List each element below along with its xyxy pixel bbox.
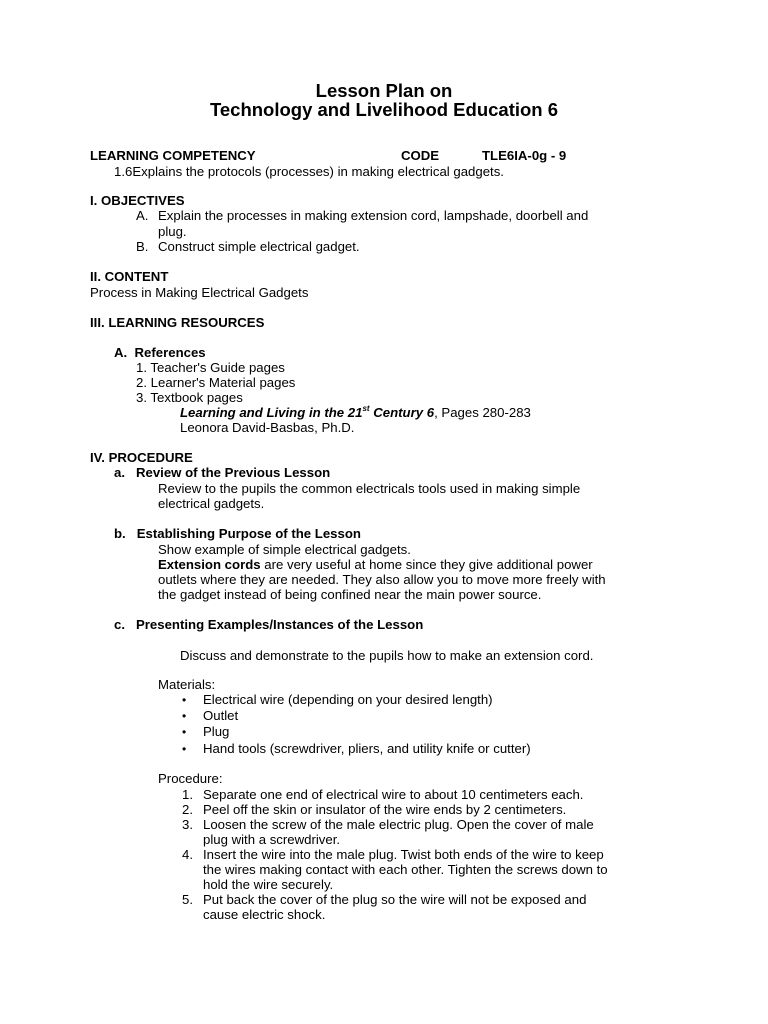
step-number: 5. bbox=[182, 892, 193, 907]
section-c-heading: c. Presenting Examples/Instances of the Lesson bbox=[114, 617, 424, 632]
title-line-1: Lesson Plan on bbox=[315, 80, 453, 101]
section-a-heading: a. Review of the Previous Lesson bbox=[114, 465, 331, 480]
competency-item-number: 1.6 bbox=[114, 164, 133, 179]
reference-item-2: 2. Learner's Material pages bbox=[136, 375, 296, 390]
objective-a-marker: A. bbox=[136, 208, 149, 223]
code-label: CODE bbox=[401, 148, 440, 163]
section-b-heading: b. Establishing Purpose of the Lesson bbox=[114, 526, 361, 541]
content-heading: II. CONTENT bbox=[90, 269, 169, 284]
objective-b-marker: B. bbox=[136, 239, 149, 254]
bullet-icon: • bbox=[182, 709, 187, 723]
step-number: 4. bbox=[182, 847, 193, 862]
materials-label: Materials: bbox=[158, 677, 216, 692]
step-number: 2. bbox=[182, 802, 193, 817]
reference-item-3: 3. Textbook pages bbox=[136, 390, 243, 405]
procedure-label: Procedure: bbox=[158, 771, 223, 786]
content-text: Process in Making Electrical Gadgets bbox=[90, 285, 309, 300]
section-b-line-2: Extension cords are very useful at home since they give additional power bbox=[158, 557, 593, 572]
step-2-line-1: Peel off the skin or insulator of the wire ends by 2 centimeters. bbox=[203, 802, 567, 817]
step-4-line-2: the wires making contact with each other. Tighten the screws down to bbox=[203, 862, 608, 877]
procedure-heading: IV. PROCEDURE bbox=[90, 450, 193, 465]
objectives-heading: I. OBJECTIVES bbox=[90, 193, 185, 208]
references-heading: A. References bbox=[114, 345, 206, 360]
objective-a-line-1: Explain the processes in making extension cord, lampshade, doorbell and bbox=[158, 208, 589, 223]
book-author: Leonora David-Basbas, Ph.D. bbox=[180, 420, 355, 435]
step-1-line-1: Separate one end of electrical wire to about 10 centimeters each. bbox=[203, 787, 584, 802]
step-5-line-2: cause electric shock. bbox=[203, 907, 326, 922]
section-c-intro: Discuss and demonstrate to the pupils how to make an extension cord. bbox=[180, 648, 594, 663]
section-a-line-2: electrical gadgets. bbox=[158, 496, 265, 511]
competency-label: LEARNING COMPETENCY bbox=[90, 148, 256, 163]
step-3-line-1: Loosen the screw of the male electric plug. Open the cover of male bbox=[203, 817, 594, 832]
bullet-icon: • bbox=[182, 725, 187, 739]
code-value: TLE6IA-0g - 9 bbox=[482, 148, 567, 163]
textbook-citation bbox=[180, 405, 531, 420]
resources-heading: III. LEARNING RESOURCES bbox=[90, 315, 265, 330]
step-5-line-1: Put back the cover of the plug so the wire will not be exposed and bbox=[203, 892, 587, 907]
book-title: Learning and Living in the 21st Century 6 bbox=[180, 404, 435, 420]
step-3-line-2: plug with a screwdriver. bbox=[203, 832, 341, 847]
competency-item bbox=[114, 164, 504, 179]
extension-cords-term: Extension cords bbox=[158, 557, 261, 572]
competency-item-text: Explains the protocols (processes) in making electrical gadgets. bbox=[132, 164, 504, 179]
step-number: 1. bbox=[182, 787, 193, 802]
objective-b-text: Construct simple electrical gadget. bbox=[158, 239, 360, 254]
section-a-line-1: Review to the pupils the common electricals tools used in making simple bbox=[158, 481, 581, 496]
book-pages: , Pages 280-283 bbox=[434, 405, 531, 420]
bullet-icon: • bbox=[182, 742, 187, 756]
step-4-line-1: Insert the wire into the male plug. Twist both ends of the wire to keep bbox=[203, 847, 604, 862]
step-number: 3. bbox=[182, 817, 193, 832]
section-b-line-3: outlets where they are needed. They also allow you to move more freely with bbox=[158, 572, 606, 587]
section-b-line-1: Show example of simple electrical gadgets. bbox=[158, 542, 411, 557]
section-b-line-4: the gadget instead of being confined near the main power source. bbox=[158, 587, 542, 602]
objective-a-line-2: plug. bbox=[158, 224, 187, 239]
title-line-2: Technology and Livelihood Education 6 bbox=[209, 99, 559, 120]
bullet-icon: • bbox=[182, 693, 187, 707]
material-item-4: Hand tools (screwdriver, pliers, and utility knife or cutter) bbox=[203, 741, 531, 756]
step-4-line-3: hold the wire securely. bbox=[203, 877, 334, 892]
material-item-3: Plug bbox=[203, 724, 230, 739]
reference-item-1: 1. Teacher's Guide pages bbox=[136, 360, 285, 375]
material-item-2: Outlet bbox=[203, 708, 239, 723]
material-item-1: Electrical wire (depending on your desired length) bbox=[203, 692, 493, 707]
